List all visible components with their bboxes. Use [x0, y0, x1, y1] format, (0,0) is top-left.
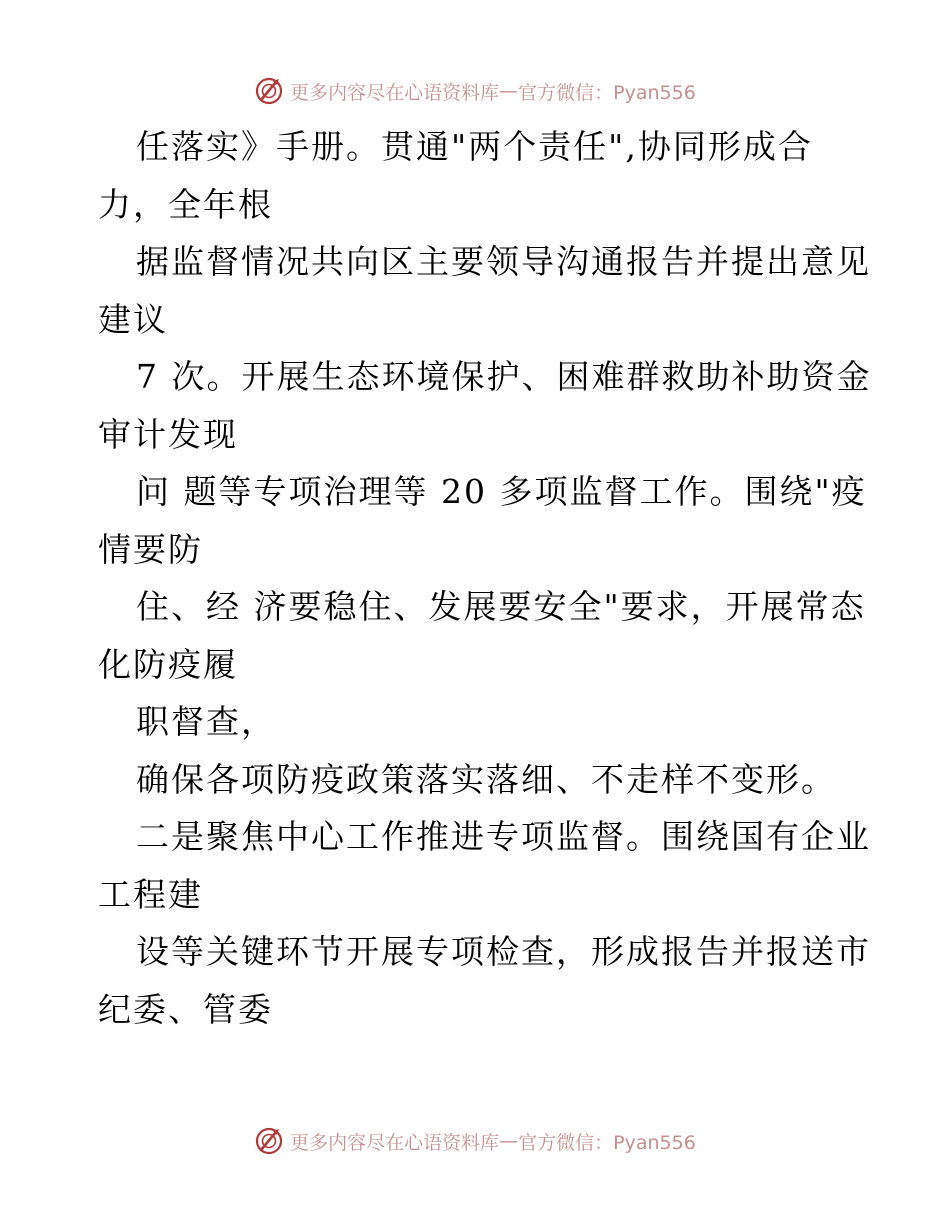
- header-banner-dash: —: [499, 80, 519, 102]
- brand-logo-icon: [254, 1126, 284, 1156]
- header-banner-title: 更多内容尽在心语资料库: [290, 81, 500, 104]
- text-line-2: 力，全年根: [98, 184, 273, 224]
- header-banner-contact: 官方微信：Pyan556: [518, 81, 696, 104]
- header-watermark-banner: [0, 71, 950, 111]
- text-line-5: 7 次。开展生态环境保护、困难群救助补助资金: [136, 357, 872, 396]
- text-line-14: 工程建: [98, 874, 203, 914]
- text-line-10: 化防疫履: [98, 644, 238, 684]
- text-line-8: 情要防: [98, 529, 203, 569]
- brand-logo-icon: [254, 76, 284, 106]
- text-line-15: 设等关键环节开展专项检查，形成报告并报送市: [136, 932, 871, 971]
- text-line-11: 职督查，: [136, 702, 276, 741]
- footer-watermark-banner: [0, 1121, 950, 1161]
- text-line-9: 住、经 济要稳住、发展要安全"要求，开展常态: [136, 587, 866, 626]
- footer-banner-title: 更多内容尽在心语资料库: [290, 1131, 500, 1154]
- text-line-1: 任落实》手册。贯通"两个责任",协同形成合: [136, 127, 813, 166]
- document-body: [98, 118, 872, 1038]
- text-line-12: 确保各项防疫政策落实落细、不走样不变形。: [136, 759, 836, 799]
- text-line-4: 建议: [98, 299, 168, 339]
- footer-banner-contact: 官方微信：Pyan556: [518, 1131, 696, 1154]
- text-line-3: 据监督情况共向区主要领导沟通报告并提出意见: [136, 242, 871, 281]
- text-line-16: 纪委、管委: [98, 989, 273, 1029]
- text-line-6: 审计发现: [98, 414, 238, 454]
- text-line-7: 问 题等专项治理等 20 多项监督工作。围绕"疫: [136, 472, 867, 511]
- text-line-13: 二是聚焦中心工作推进专项监督。围绕国有企业: [136, 817, 871, 856]
- footer-banner-dash: —: [499, 1130, 519, 1152]
